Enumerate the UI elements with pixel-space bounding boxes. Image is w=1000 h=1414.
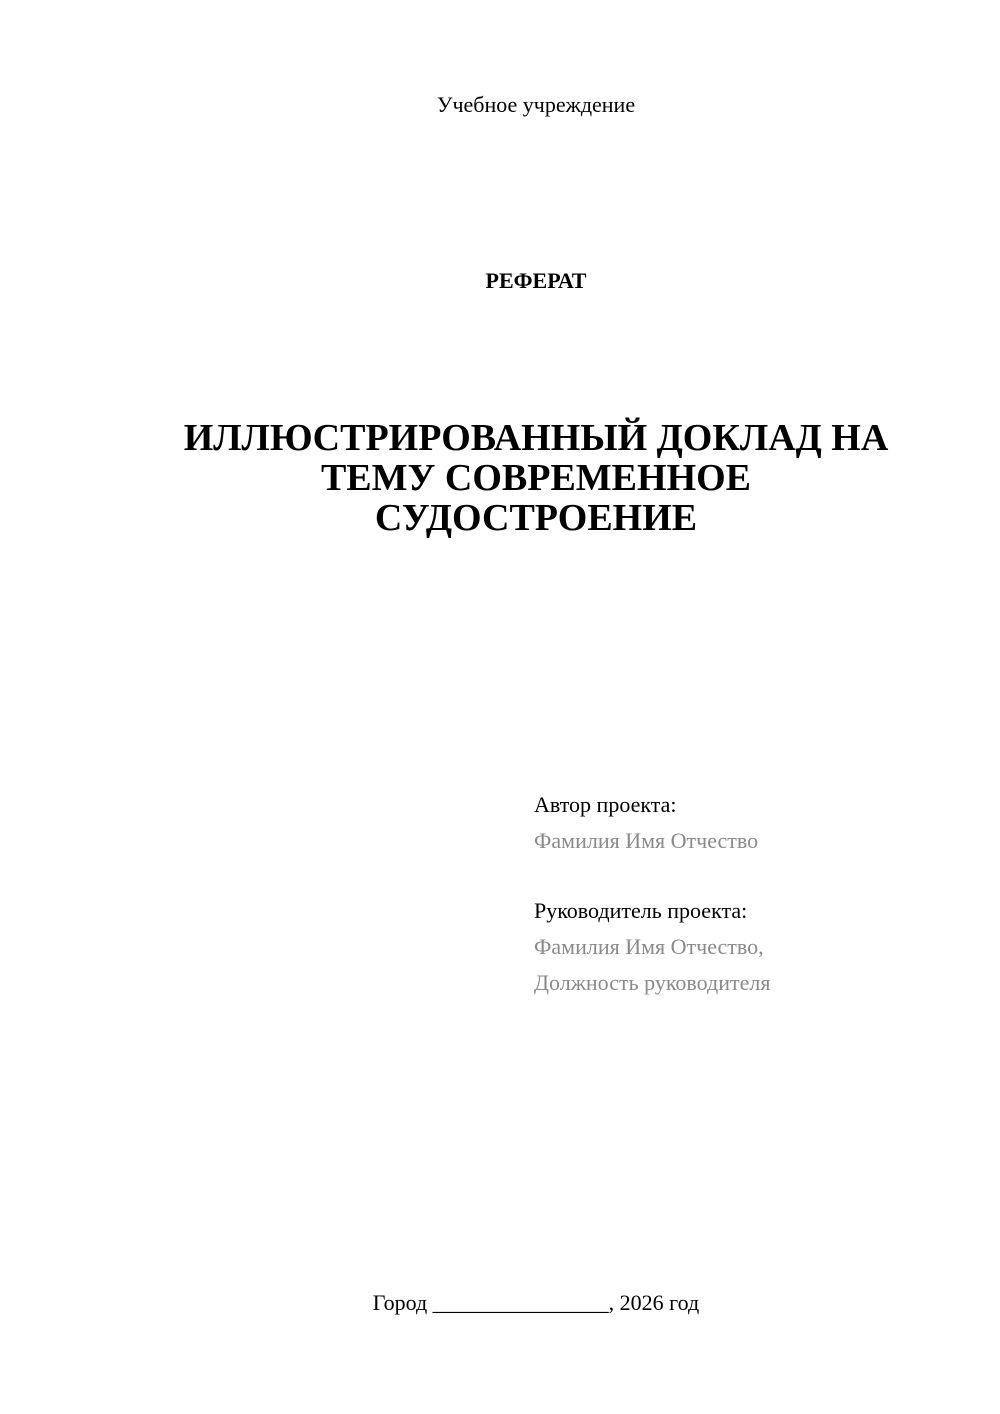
- supervisor-label: Руководитель проекта:: [534, 898, 748, 923]
- spacer: [534, 859, 974, 893]
- author-name: Фамилия Имя Отчество: [534, 828, 759, 853]
- credits-block: [534, 787, 974, 1001]
- topic-line: ТЕМУ СОВРЕМЕННОЕ: [320, 457, 752, 499]
- topic-line: ИЛЛЮСТРИРОВАННЫЙ ДОКЛАД НА: [183, 417, 889, 459]
- institution-name: Учебное учреждение: [436, 92, 636, 117]
- document-type: РЕФЕРАТ: [485, 268, 587, 293]
- document-topic: [160, 418, 912, 538]
- supervisor-position: Должность руководителя: [534, 970, 771, 995]
- topic-line: СУДОСТРОЕНИЕ: [374, 497, 698, 539]
- author-label: Автор проекта:: [534, 792, 677, 817]
- city-year-line: Город ________________, 2026 год: [372, 1290, 700, 1315]
- supervisor-name: Фамилия Имя Отчество,: [534, 934, 764, 959]
